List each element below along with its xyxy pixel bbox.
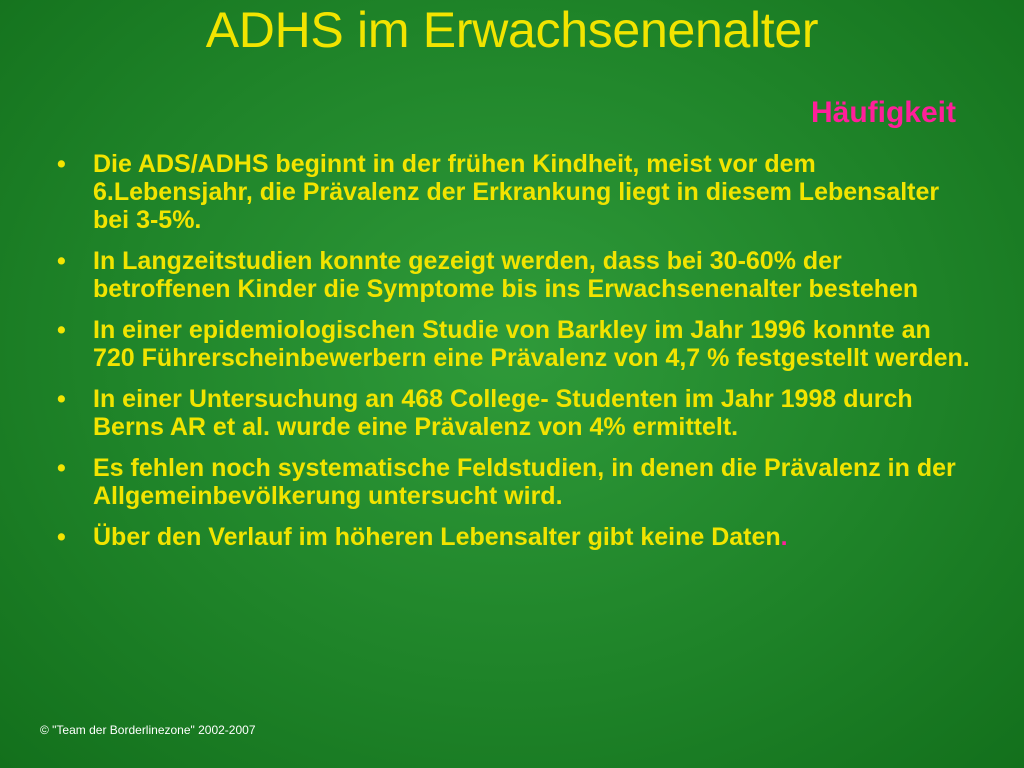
bullet-text: Über den Verlauf im höheren Lebensalter gibt keine Daten	[93, 523, 781, 551]
bullet-dot-icon: •	[57, 385, 66, 413]
list-item	[52, 523, 972, 551]
slide-subtitle: Häufigkeit	[810, 96, 956, 129]
list-item	[52, 247, 972, 303]
list-item	[52, 385, 972, 441]
bullet-text: In einer Untersuchung an 468 College- Studenten im Jahr 1998 durch Berns AR et al. wurde eine Prävalenz von 4% ermittelt.	[93, 385, 913, 441]
bullet-text: In einer epidemiologischen Studie von Barkley im Jahr 1996 konnte an 720 Führerscheinbewerbern eine Prävalenz von 4,7 % festgestellt werden.	[93, 316, 970, 372]
bullet-text: Die ADS/ADHS beginnt in der frühen Kindheit, meist vor dem 6.Lebensjahr, die Prävalenz der Erkrankung liegt in diesem Lebensalter bei 3-5%.	[93, 150, 940, 234]
bullet-dot-icon: •	[57, 523, 66, 551]
bullet-text: In Langzeitstudien konnte gezeigt werden, dass bei 30-60% der betroffenen Kinder die Symptome bis ins Erwachsenenalter bestehen	[93, 247, 919, 303]
bullet-text: Es fehlen noch systematische Feldstudien, in denen die Prävalenz in der Allgemeinbevölkerung untersucht wird.	[93, 454, 956, 510]
slide-title: ADHS im Erwachsenenalter	[205, 2, 819, 58]
bullet-text-container	[93, 523, 972, 551]
bullet-dot-icon: •	[57, 150, 66, 178]
list-item	[52, 150, 972, 234]
list-item	[52, 316, 972, 372]
bullet-trailing-period: .	[780, 523, 788, 551]
bullet-dot-icon: •	[57, 247, 66, 275]
list-item	[52, 454, 972, 510]
bullet-list	[52, 150, 972, 564]
copyright-footer: © "Team der Borderlinezone" 2002-2007	[40, 723, 256, 737]
bullet-dot-icon: •	[57, 316, 66, 344]
bullet-dot-icon: •	[57, 454, 66, 482]
